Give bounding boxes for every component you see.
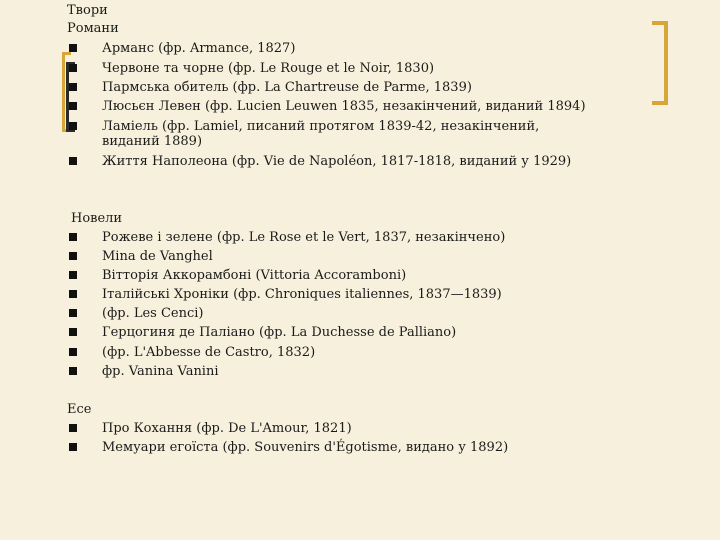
bullet-icon xyxy=(69,122,77,130)
list-item-text: Життя Наполеона (фр. Vie de Napoléon, 1817-1818, виданий у 1929) xyxy=(102,154,572,169)
list-item-text: (фр. Les Cenci) xyxy=(102,306,204,321)
bullet-icon xyxy=(69,348,77,356)
list-item-text: Mina de Vanghel xyxy=(102,249,213,264)
list-item-text: фр. Vanina Vanini xyxy=(102,364,219,379)
bullet-icon xyxy=(69,102,77,110)
works-heading: Твори xyxy=(67,3,108,18)
bullet-icon xyxy=(69,44,77,52)
list-item-text: Арманс (фр. Armance, 1827) xyxy=(102,41,296,56)
bullet-icon xyxy=(69,233,77,241)
list-item-text: Люсьєн Левен (фр. Lucien Leuwen 1835, незакінчений, виданий 1894) xyxy=(102,99,586,114)
list-item-text: Вітторія Аккорамбоні (Vittoria Accoramboni) xyxy=(102,268,407,283)
bullet-icon xyxy=(69,367,77,375)
bullet-icon xyxy=(69,328,77,336)
novels-heading: Романи xyxy=(67,21,119,36)
list-item-text: Італійські Хроніки (фр. Chroniques italiennes, 1837—1839) xyxy=(102,287,502,302)
bullet-icon xyxy=(69,443,77,451)
bullet-icon xyxy=(69,290,77,298)
bullet-icon xyxy=(69,252,77,260)
bullet-icon xyxy=(69,271,77,279)
list-item-text: Про Кохання (фр. De L'Amour, 1821) xyxy=(102,421,352,436)
list-item-text: Мемуари егоїста (фр. Souvenirs d'Égotisme, видано у 1892) xyxy=(102,440,509,455)
bullet-icon xyxy=(69,157,77,165)
bullet-icon xyxy=(69,64,77,72)
list-item-text: Ламіель (фр. Lamiel, писаний протягом 1839-42, незакінчений, виданий 1889) xyxy=(102,119,540,149)
bullet-icon xyxy=(69,309,77,317)
list-item-text: Герцогиня де Паліано (фр. La Duchesse de Palliano) xyxy=(102,325,457,340)
list-item-text: Червоне та чорне (фр. Le Rouge et le Noir, 1830) xyxy=(102,61,435,76)
list-item-text: (фр. L'Abbesse de Castro, 1832) xyxy=(102,345,316,360)
short-stories-heading: Новели xyxy=(71,211,123,226)
essays-heading: Есе xyxy=(67,402,92,417)
decorative-bracket-gold-right xyxy=(652,21,668,105)
bullet-icon xyxy=(69,83,77,91)
list-item-text: Рожеве і зелене (фр. Le Rose et le Vert, 1837, незакінчено) xyxy=(102,230,506,245)
list-item-text: Пармська обитель (фр. La Chartreuse de Parme, 1839) xyxy=(102,80,472,95)
bullet-icon xyxy=(69,424,77,432)
